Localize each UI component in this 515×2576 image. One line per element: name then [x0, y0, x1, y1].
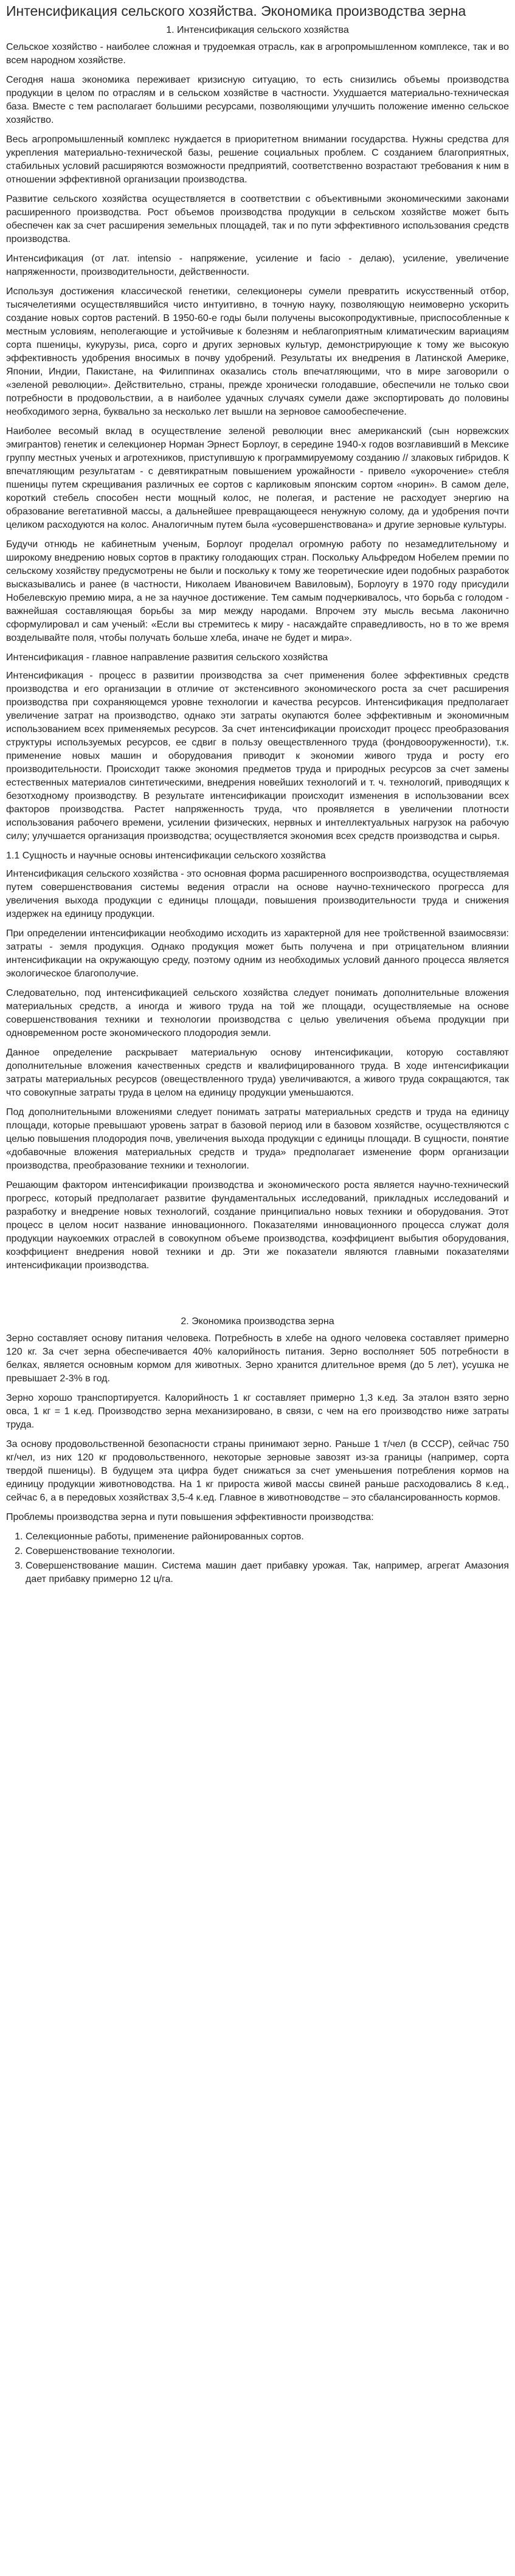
list-item: 2. Совершенствование технологии. [26, 1545, 509, 1558]
subheading: Интенсификация - главное направление развития сельского хозяйства [6, 652, 328, 663]
section-intensification [6, 24, 509, 843]
list-item: 1. Селекционные работы, применение районированных сортов. [26, 1530, 509, 1544]
paragraph: Наиболее весомый вклад в осуществление зеленой революции внес американский (сын норвежских эмигрантов) генетик и селекционер Норман Эрнест Борлоуг, в середине 1940-х годов возглавивший в Мексике группу местных ученых и агротехников, приступившую к программируемому созданию // злаковых гибридов. К впечатляющим результатам - с девятикратным повышением урожайности - привело «укорочение» стебля пшеницы путем скрещивания различных ее сортов с карликовым японским сортом «норин». В самом деле, короткий стебель способен нести мощный колос, не полегая, и растение не расходует энергию на образование вегетативной массы, а дальнейшее превращающееся ненужную солому, да и удобрения почти целиком расходуются на колос. Аналогичным путем была «усовершенствована» и другие зерновые культуры. [6, 426, 509, 530]
section-heading: 2. Экономика производства зерна [181, 1316, 334, 1327]
paragraph: Интенсификация - процесс в развитии производства за счет применения более эффективных средств производства и его организации в отличие от экстенсивного экономического роста за счет расширения производства при сохраняющемся уровне технологии и качества ресурсов. Интенсификация предполагает увеличение затрат на производство, однако эти затраты окупаются более эффективным и экономичным использованием всех применяемых ресурсов. За счет интенсификации происходит процесс преобразования структуры используемых ресурсов, ее сдвиг в пользу овеществленного труда (фондовооруженности), т.к. применение новых машин и оборудования приводит к экономии живого труда и росту его производительности. Происходит также экономия предметов труда и природных ресурсов за счет замены естественных материалов синтетическими, внедрения новейших технологий и т. ч. технологий, приводящих к безотходному производству. В результате интенсификации происходит изменения в использовании всех факторов производства. Растет напряженность труда, что проявляется в увеличении плотности использования рабочего времени, усилении физических, нервных и интеллектуальных нагрузок на рабочую силу; улучшается организация производства; осуществляется экономия всех средств производства и сырья. [6, 671, 509, 841]
section-essence [6, 849, 509, 1272]
paragraph: Весь агропромышленный комплекс нуждается в приоритетном внимании государства. Нужны средства для укрепления материально-технической базы, решение социальных проблем. С созданием благоприятных, стабильных условий расширяются возможности предприятий, соответственно возрастают требования к ним в отношении эффективной организации производства. [6, 134, 509, 185]
paragraph: Используя достижения классической генетики, селекционеры сумели превратить искусственный отбор, тысячелетиями осуществлявшийся чисто интуитивно, в точную науку, позволяющую неимоверно ускорить создание новых сортов растений. В 1950-60-е годы были получены высокопродуктивные, приспособленные к местным условиям, неполегающие и устойчивые к болезням и неблагоприятным климатическим вариациям сорта пшеницы, кукурузы, риса, сорго и других зерновых культур, демонстрирующие к тому же высокую эффективность удобрения вносимых в почву удобрений. Результаты их внедрения в Латинской Америке, Японии, Индии, Пакистане, на Филиппинах оказались столь впечатляющими, что в мире заговорили о «зеленой революции». Действительно, страны, прежде хронически голодавшие, обеспечили не только свои потребности в продовольствии, а в наиболее удачных случаях сумели даже экспортировать до половины необходимого зерна, буквально за несколько лет вышли на зерновое самообеспечение. [6, 286, 509, 417]
list-item: 3. Совершенствование машин. Система машин дает прибавку урожая. Так, например, агрегат Амазония дает прибавку примерно 12 ц/га. [26, 1559, 509, 1586]
page-title: Интенсификация сельского хозяйства. Экономика производства зерна [6, 3, 466, 19]
paragraph: Данное определение раскрывает материальную основу интенсификации, которую составляют дополнительные вложения качественных средств и квалифицированного труда. В ходе интенсификации затраты материальных ресурсов (овеществленного труда) увеличиваются, а живого труда сокращаются, так что совокупные затраты труда в целом на единицу продукции уменьшаются. [6, 1048, 509, 1098]
section-heading: 1. Интенсификация сельского хозяйства [166, 25, 349, 35]
paragraph: Сегодня наша экономика переживает кризисную ситуацию, то есть снизились объемы производства продукции в целом по отраслям и в сельском хозяйстве в частности. Ухудшается материально-техническая база. Вместе с тем располагает большими ресурсами, позволяющими улучшить положение именно сельское хозяйство. [6, 75, 509, 125]
paragraph: Решающим фактором интенсификации производства и экономического роста является научно-технический прогресс, который предполагает развитие фундаментальных исследований, прикладных исследований и разработку и внедрение новых технологий, создание принципиально новых техники и оборудования. Этот процесс в целом носит название инновационного. Показателями инновационного процесса служат доля продукции наукоемких отраслей в совокупном объеме производства, коэффициент выбытия оборудования, коэффициент внедрения новой техники и др. Эти же показатели являются главными показателями интенсификации производства. [6, 1180, 509, 1271]
paragraph: Интенсификация (от лат. intensio - напряжение, усиление и facio - делаю), усиление, увеличение напряженности, производительности, действенности. [6, 254, 509, 277]
problems-list [6, 1530, 509, 1586]
paragraph: Под дополнительными вложениями следует понимать затраты материальных средств и труда на единицу площади, которые превышают уровень затрат в базовой период или в базовом хозяйстве, осуществляются с целью повышения плодородия почв, увеличения выхода продукции с единицы площади. В сущности, понятие «добавочные вложения материальных средств и труда» предполагает изменение форм организации производства, преобразование техники и технологии. [6, 1107, 509, 1171]
paragraph: Зерно хорошо транспортируется. Калорийность 1 кг составляет примерно 1,3 к.ед. За эталон взято зерно овса, 1 кг = 1 к.ед. Производство зерна механизировано, в связи, с чем на его производство ниже затраты труда. [6, 1393, 509, 1430]
subsection-heading: 1.1 Сущность и научные основы интенсификации сельского хозяйства [6, 851, 326, 861]
paragraph: За основу продовольственной безопасности страны принимают зерно. Раньше 1 т/чел (в СССР), сейчас 750 кг/чел, из них 120 кг продовольственного, некоторые зерновые завозят из-за границы (например, сорта твердой пшеницы). В будущем эта цифра будет снижаться за счет уменьшения потребления кормов на единицу продукции животноводства. На 1 кг прироста живой массы свиней раньше расходовались 8 к.ед., сейчас 6, а в передовых хозяйствах 3,5-4 к.ед. Главное в животноводстве – это сбалансированность кормов. [6, 1439, 509, 1503]
section-grain-economics [6, 1315, 509, 1586]
paragraph: Сельское хозяйство - наиболее сложная и трудоемкая отрасль, как в агропромышленном комплексе, так и во всем народном хозяйстве. [6, 42, 509, 66]
paragraph: Зерно составляет основу питания человека. Потребность в хлебе на одного человека составляет примерно 120 кг. За счет зерна обеспечивается 40% калорийность питания. Зерно восполняет 505 потребности в белках, является основным кормом для животных. Зерно хранится длительное время (до 5 лет), усушка не превышает 2-3% в год. [6, 1333, 509, 1384]
paragraph: Интенсификация сельского хозяйства - это основная форма расширенного воспроизводства, осуществляемая путем совершенствования системы ведения отрасли на основе научно-технического прогресса для увеличения выхода продукции с единицы площади, повышения производительности труда и снижения издержек на единицу продукции. [6, 869, 509, 919]
paragraph: Проблемы производства зерна и пути повышения эффективности производства: [6, 1512, 374, 1522]
paragraph: При определении интенсификации необходимо исходить из характерной для нее тройственной взаимосвязи: затраты - земля продукция. Однако продукция может быть получена и при отрицательном влиянии интенсификации на окружающую среду, поэтому одним из необходимых условий данного процесса является экологическое благополучие. [6, 928, 509, 979]
paragraph: Развитие сельского хозяйства осуществляется в соответствии с объективными экономическими законами расширенного производства. Рост объемов производства продукции в сельском хозяйстве может быть обеспечен как за счет расширения земельных площадей, так и по пути эффективного использования средств производства. [6, 194, 509, 244]
paragraph: Следовательно, под интенсификацией сельского хозяйства следует понимать дополнительные вложения материальных средств, а иногда и живого труда на той же площади, осуществляемые на основе совершенствования техники и технологии производства с целью увеличения объема продукции при одновременном росте экономического плодородия земли. [6, 988, 509, 1038]
paragraph: Будучи отнюдь не кабинетным ученым, Борлоуг проделал огромную работу по незамедлительному и широкому внедрению новых сортов в практику голодающих стран. Поскольку Альфредом Нобелем премии по сельскому хозяйству предусмотрены не были и поскольку к тому же теоретические идеи подобных разработок высказывались и ранее (в частности, Николаем Ивановичем Вавиловым), Борлоугу в 1970 году присудили Нобелевскую премию мира, а не за научное достижение. Тем самым подчеркивалось, что борьба с голодом - важнейшая составляющая борьбы за мир между народами. Впрочем эту мысль весьма лаконично сформулировал и сам ученый: «Если вы стремитесь к миру - насаждайте справедливость, но в то же время возделывайте поля, чтобы получать больше хлеба, иначе не будет и мира». [6, 539, 509, 643]
